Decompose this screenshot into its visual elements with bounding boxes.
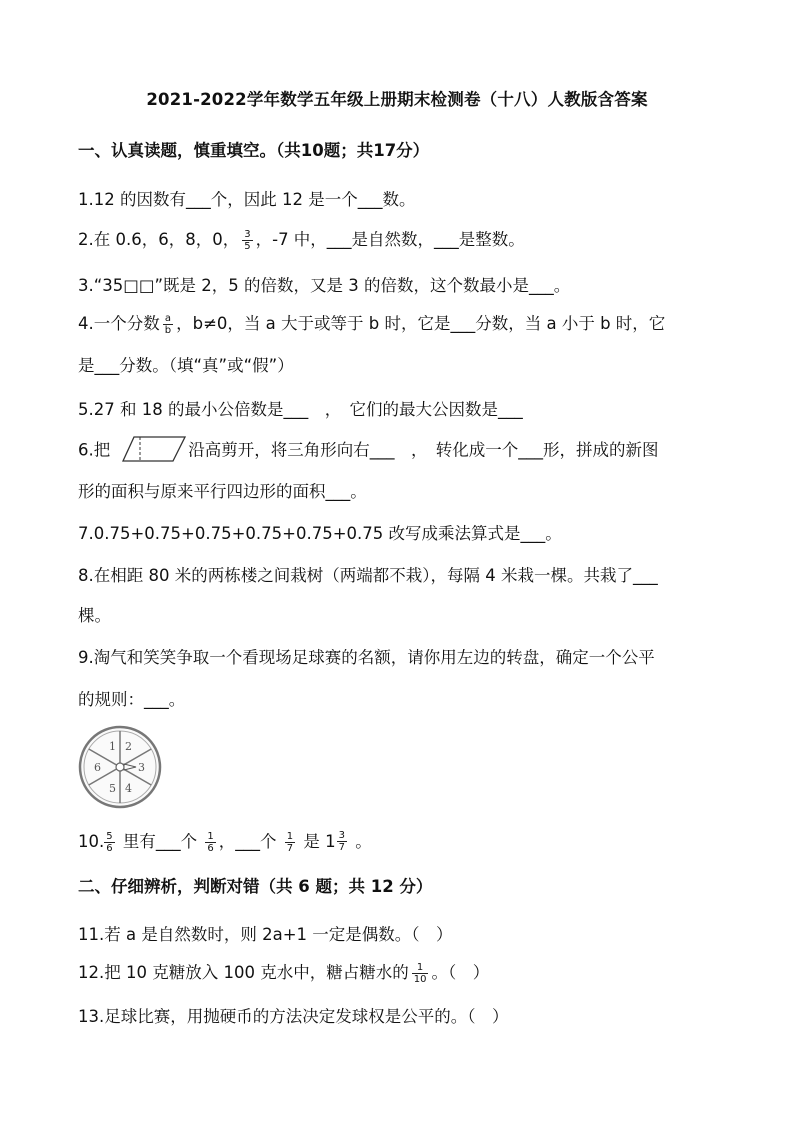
fraction-denominator: 10 — [413, 974, 427, 985]
spinner-number-2: 2 — [125, 740, 132, 753]
question-4-text-pre: 4.一个分数 — [78, 314, 160, 333]
question-10-number: 10. — [78, 832, 105, 851]
fraction-3-5 — [242, 229, 252, 252]
fraction-numerator: a — [164, 313, 171, 324]
question-8-line-1: 8.在相距 80 米的两栋楼之间栽树（两端都不栽），每隔 4 米栽一棵。共栽了___ — [78, 566, 658, 585]
question-10-text-2: ，___个 — [218, 832, 282, 851]
spinner-wheel-figure — [78, 725, 162, 813]
question-2-text-pre: 2.在 0.6，6，8，0， — [78, 230, 240, 249]
spinner-number-1: 1 — [109, 740, 116, 753]
question-3: 3.“35□□”既是 2，5 的倍数，又是 3 的倍数，这个数最小是___。 — [78, 276, 571, 295]
question-11: 11.若 a 是自然数时，则 2a+1 一定是偶数。（ ） — [78, 925, 453, 944]
mixed-number-whole: 1 — [325, 832, 336, 851]
fraction-numerator: 1 — [286, 831, 294, 842]
fraction-numerator: 1 — [207, 831, 214, 842]
question-9-line-1: 9.淘气和笑笑争取一个看现场足球赛的名额，请你用左边的转盘，确定一个公平 — [78, 648, 655, 667]
fraction-1-10 — [412, 962, 429, 985]
spinner-number-4: 4 — [125, 782, 132, 795]
question-1: 1.12 的因数有___个，因此 12 是一个___数。 — [78, 190, 416, 209]
question-10-text-post: 。 — [350, 832, 372, 851]
fraction-denominator: 7 — [286, 843, 294, 854]
question-6-line-1 — [78, 436, 659, 466]
question-6-text-post: 沿高剪开，将三角形向右___ ， 转化成一个___形，拼成的新图 — [188, 440, 659, 460]
question-9-line-2: 的规则：___。 — [78, 690, 186, 709]
question-2-text-post: ，-7 中，___是自然数，___是整数。 — [255, 230, 525, 249]
question-10 — [78, 828, 372, 854]
fraction-1-7 — [285, 831, 295, 854]
mixed-number-1-3-7 — [325, 830, 350, 853]
section-heading-fill-in: 一、认真读题，慎重填空。（共10题；共17分） — [78, 141, 430, 160]
fraction-a-b — [163, 313, 173, 336]
fraction-numerator: 3 — [338, 830, 345, 841]
question-6-line-2: 形的面积与原来平行四边形的面积___。 — [78, 482, 367, 501]
fraction-1-6 — [205, 831, 215, 854]
section-heading-true-false: 二、仔细辨析，判断对错（共 6 题；共 12 分） — [78, 877, 433, 896]
spinner-number-6: 6 — [94, 761, 101, 774]
question-10-text-1: 里有___个 — [117, 832, 203, 851]
question-12 — [78, 959, 489, 985]
parallelogram-icon — [122, 436, 186, 466]
fraction-denominator: 6 — [207, 843, 214, 854]
question-10-text-3: 是 — [298, 832, 326, 851]
fraction-5-6 — [104, 831, 114, 854]
question-8-line-2: 棵。 — [78, 606, 111, 625]
question-4-line-2: 是___分数。（填“真”或“假”） — [78, 356, 294, 375]
question-4-text-post: ，b≠0，当 a 大于或等于 b 时，它是___分数，当 a 小于 b 时，它 — [176, 314, 666, 333]
question-2 — [78, 226, 525, 252]
fraction-denominator: 7 — [338, 842, 345, 853]
spinner-number-3: 3 — [138, 761, 145, 774]
question-7: 7.0.75+0.75+0.75+0.75+0.75+0.75 改写成乘法算式是___。 — [78, 524, 562, 543]
fraction-numerator: 5 — [106, 831, 113, 842]
question-5: 5.27 和 18 的最小公倍数是___ ， 它们的最大公因数是___ — [78, 400, 523, 419]
fraction-denominator: 5 — [244, 241, 251, 252]
fraction-denominator: 6 — [106, 843, 113, 854]
page-title: 2021-2022学年数学五年级上册期末检测卷（十八）人教版含答案 — [146, 90, 648, 109]
question-6-text-pre: 6.把 — [78, 440, 111, 460]
question-12-text-post: 。（ ） — [431, 963, 490, 982]
question-4-line-1 — [78, 310, 665, 336]
question-12-text-pre: 12.把 10 克糖放入 100 克水中，糖占糖水的 — [78, 963, 409, 982]
fraction-numerator: 1 — [416, 962, 424, 973]
spinner-number-5: 5 — [109, 782, 116, 795]
fraction-numerator: 3 — [244, 229, 251, 240]
question-13: 13.足球比赛，用抛硬币的方法决定发球权是公平的。（ ） — [78, 1007, 509, 1026]
mixed-number-fraction — [337, 830, 347, 853]
fraction-denominator: b — [164, 325, 172, 336]
